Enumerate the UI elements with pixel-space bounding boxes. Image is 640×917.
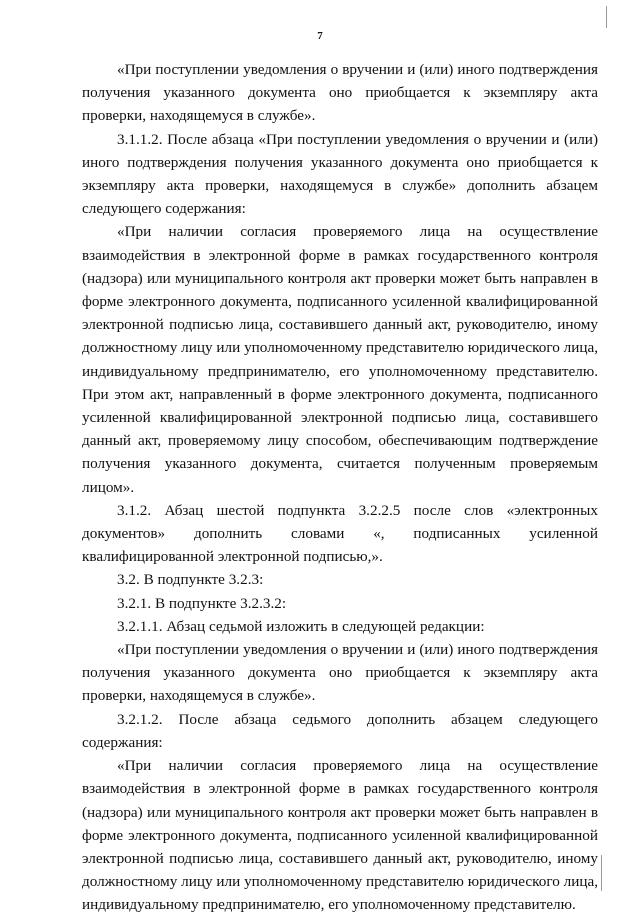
paragraph: 3.2. В подпункте 3.2.3: (117, 571, 264, 589)
paragraph: 3.1.2. Абзац шестой подпункта 3.2.2.5 после слов «электронных документов» дополнить словами «, подписанных усиленной квалифицированной электронной подписью,». (82, 501, 598, 566)
paragraph: «При поступлении уведомления о вручении и (или) иного подтверждения получения указанного документа оно приобщается к экземпляру акта проверки, находящемуся в службе». (82, 61, 598, 125)
scan-mark (606, 6, 607, 28)
scan-mark (601, 855, 602, 891)
paragraph: 3.1.1.2. После абзаца «При поступлении уведомления о вручении и (или) иного подтверждения получения указанного документа оно приобщается к экземпляру акта проверки, находящемуся в службе» дополнить абзацем следующего содержания: (82, 130, 598, 218)
paragraph: 3.2.1.1. Абзац седьмой изложить в следующей редакции: (117, 617, 485, 635)
document-body (82, 58, 598, 917)
paragraph: 3.2.1. В подпункте 3.2.3.2: (117, 594, 287, 612)
paragraph: «При наличии согласия проверяемого лица на осуществление взаимодействия в электронной форме в рамках государственного контроля (надзора) или муниципального контроля акт проверки может быть направлен в форме электронного документа, подписанного усиленной квалифицированной электронной подписью лица, составившего данный акт, руководителю, иному должностному лицу или уполномоченному представителю юридического лица, индивидуальному предпринимателю, его уполномоченному представителю. При этом акт, направленный в форме электронного документа, подписанного усиленной квалифицированной электронной подписью лица, составившего данный акт, проверяемому лицу способом, обеспечивающим подтверждение получения указанного документа, считается полученным проверяемым лицом». (82, 223, 598, 496)
paragraph: «При поступлении уведомления о вручении и (или) иного подтверждения получения указанного документа оно приобщается к экземпляру акта проверки, находящемуся в службе». (82, 641, 598, 705)
paragraph: 3.2.1.2. После абзаца седьмого дополнить абзацем следующего содержания: (82, 710, 598, 751)
paragraph: «При наличии согласия проверяемого лица на осуществление взаимодействия в электронной форме в рамках государственного контроля (надзора) или муниципального контроля акт проверки может быть направлен в форме электронного документа, подписанного усиленной квалифицированной электронной подписью лица, составившего данный акт, руководителю, иному должностному лицу или уполномоченному представителю юридического лица, индивидуальному предпринимателю, его уполномоченному представителю. (82, 757, 598, 914)
page-number: 7 (317, 30, 323, 42)
